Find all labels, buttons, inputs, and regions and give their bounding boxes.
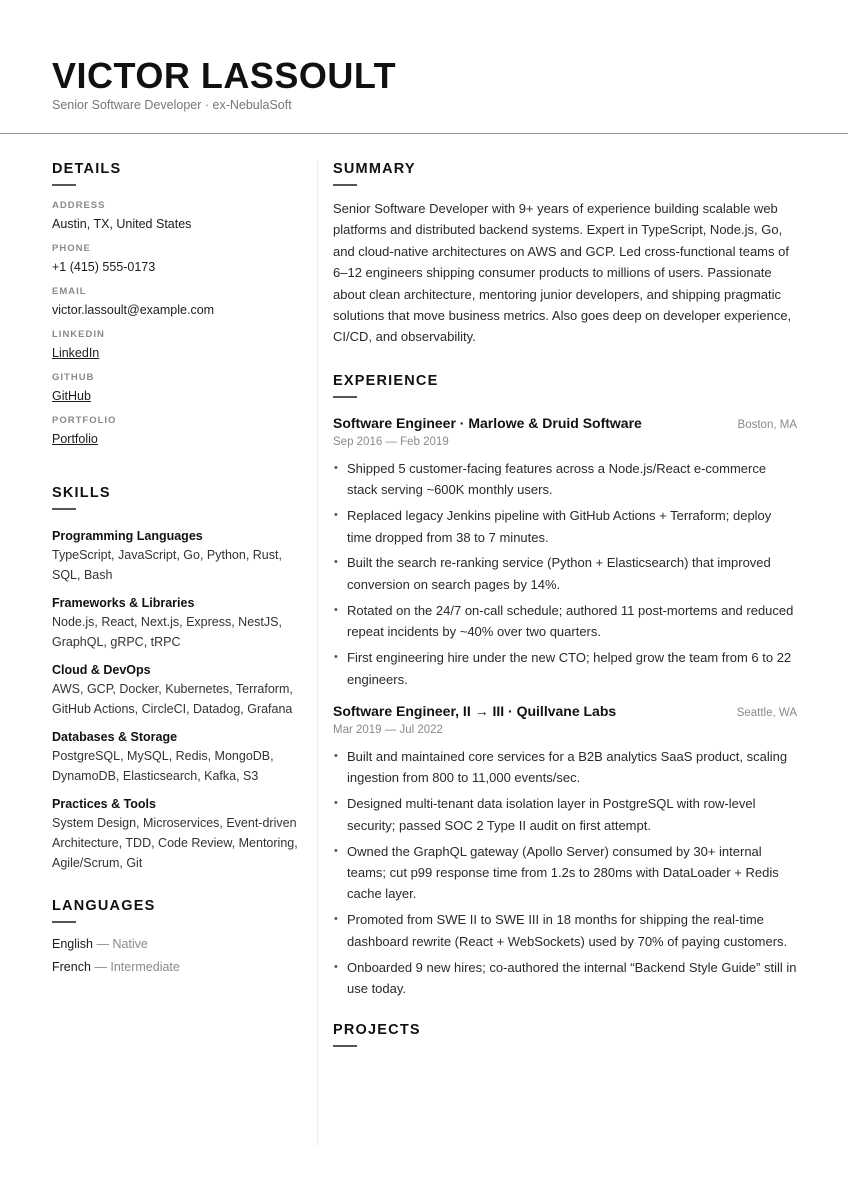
job-bullet: • Promoted from SWE II to SWE III in 18 months for shipping the real-time dashboard rewrite (React + WebSockets) used by 70% of paying customers. bbox=[333, 909, 797, 952]
linkedin-label: LINKEDIN bbox=[52, 329, 105, 340]
details-section bbox=[52, 160, 302, 448]
section-underline bbox=[52, 184, 76, 186]
skills-title: SKILLS bbox=[52, 485, 111, 501]
skill-group-items: AWS, GCP, Docker, Kubernetes, Terraform, GitHub Actions, CircleCI, Datadog, Grafana bbox=[52, 682, 293, 716]
detail-address bbox=[52, 200, 302, 233]
section-underline bbox=[52, 508, 76, 510]
projects-section bbox=[333, 1021, 797, 1047]
detail-linkedin bbox=[52, 329, 302, 362]
job-dates: Mar 2019 — Jul 2022 bbox=[333, 723, 443, 736]
job-dates: Sep 2016 — Feb 2019 bbox=[333, 435, 449, 448]
skill-group-items: PostgreSQL, MySQL, Redis, MongoDB, DynamoDB, Elasticsearch, Kafka, S3 bbox=[52, 749, 274, 783]
job-bullet: • Onboarded 9 new hires; co-authored the internal “Backend Style Guide” still in use today. bbox=[333, 957, 797, 1000]
job-bullets bbox=[333, 746, 797, 999]
right-column bbox=[333, 160, 797, 1047]
job-bullet: • Built and maintained core services for a B2B analytics SaaS product, scaling ingestion from 800 to 11,000 events/sec. bbox=[333, 746, 797, 789]
skills-section bbox=[52, 484, 302, 873]
detail-email bbox=[52, 286, 302, 319]
github-link[interactable]: GitHub bbox=[52, 389, 91, 403]
language-name: French bbox=[52, 960, 91, 974]
skill-group-name: Frameworks & Libraries bbox=[52, 596, 195, 610]
skill-group-name: Programming Languages bbox=[52, 529, 203, 543]
skill-group-name: Cloud & DevOps bbox=[52, 663, 151, 677]
skill-group bbox=[52, 528, 302, 585]
job-location: Boston, MA bbox=[737, 418, 797, 431]
skill-group bbox=[52, 796, 302, 873]
skill-group bbox=[52, 595, 302, 652]
experience-title: EXPERIENCE bbox=[333, 372, 439, 389]
phone-label: PHONE bbox=[52, 243, 91, 254]
language-level: Intermediate bbox=[110, 960, 180, 974]
email-value: victor.lassoult@example.com bbox=[52, 303, 215, 317]
skill-group-items: Node.js, React, Next.js, Express, NestJS, GraphQL, gRPC, tRPC bbox=[52, 615, 282, 649]
detail-portfolio bbox=[52, 415, 302, 448]
phone-value: +1 (415) 555-0173 bbox=[52, 260, 156, 274]
skill-group-name: Practices & Tools bbox=[52, 797, 156, 811]
column-divider bbox=[317, 160, 318, 1146]
summary-section bbox=[333, 160, 797, 348]
header-divider bbox=[0, 133, 848, 134]
job-entry bbox=[333, 702, 797, 999]
language-name: English bbox=[52, 937, 93, 951]
language-separator: — bbox=[90, 960, 111, 974]
portfolio-label: PORTFOLIO bbox=[52, 415, 117, 426]
languages-title: LANGUAGES bbox=[52, 898, 156, 914]
section-underline bbox=[52, 921, 76, 923]
summary-text: Senior Software Developer with 9+ years of experience building scalable web platforms and distributed backend systems. Expert in TypeScript, Node.js, Go, and cloud-native architectures on AWS and GCP. Led cross-functional teams of 6–12 engineers shipping consumer products to millions of users. Passionate about clean architecture, mentoring junior developers, and shipping pragmatic solutions that move business metrics. Also goes deep on developer experience, CI/CD, and observability. bbox=[333, 201, 792, 345]
language-item bbox=[52, 956, 302, 979]
section-underline bbox=[333, 1045, 357, 1047]
skill-group bbox=[52, 729, 302, 786]
detail-phone bbox=[52, 243, 302, 276]
portfolio-link[interactable]: Portfolio bbox=[52, 432, 98, 446]
experience-section bbox=[333, 372, 797, 1000]
address-value: Austin, TX, United States bbox=[52, 217, 192, 231]
left-column bbox=[52, 160, 302, 979]
languages-section bbox=[52, 897, 302, 979]
linkedin-link[interactable]: LinkedIn bbox=[52, 346, 100, 360]
language-level: Native bbox=[112, 937, 148, 951]
job-entry bbox=[333, 414, 797, 690]
language-item bbox=[52, 933, 302, 956]
skill-group-name: Databases & Storage bbox=[52, 730, 178, 744]
job-bullet: • Designed multi-tenant data isolation layer in PostgreSQL with row-level security; passed SOC 2 Type II audit on first attempt. bbox=[333, 793, 797, 836]
language-separator: — bbox=[93, 937, 113, 951]
candidate-name: VICTOR LASSOULT bbox=[52, 55, 397, 96]
address-label: ADDRESS bbox=[52, 200, 106, 211]
job-bullets bbox=[333, 458, 797, 690]
job-bullet: • Replaced legacy Jenkins pipeline with GitHub Actions + Terraform; deploy time dropped from 38 to 7 minutes. bbox=[333, 505, 797, 548]
job-bullet: • First engineering hire under the new CTO; helped grow the team from 6 to 22 engineers. bbox=[333, 647, 797, 690]
section-underline bbox=[333, 184, 357, 186]
job-bullet: • Rotated on the 24/7 on-call schedule; authored 11 post-mortems and reduced repeat incidents by ~40% over two quarters. bbox=[333, 600, 797, 643]
job-bullet: • Owned the GraphQL gateway (Apollo Server) consumed by 30+ internal teams; cut p99 response time from 1.2s to 280ms with DataLoader + Redis cache layer. bbox=[333, 841, 797, 905]
skill-group-items: TypeScript, JavaScript, Go, Python, Rust, SQL, Bash bbox=[52, 548, 282, 582]
details-title: DETAILS bbox=[52, 161, 122, 177]
github-label: GITHUB bbox=[52, 372, 95, 383]
skill-group bbox=[52, 662, 302, 719]
job-title: Software Engineer · Marlowe & Druid Software bbox=[333, 414, 642, 431]
email-label: EMAIL bbox=[52, 286, 87, 297]
job-bullet: • Shipped 5 customer-facing features across a Node.js/React e-commerce stack serving ~600K monthly users. bbox=[333, 458, 797, 501]
job-title: Software Engineer, II → III · Quillvane Labs bbox=[333, 702, 617, 719]
skill-group-items: System Design, Microservices, Event-driven Architecture, TDD, Code Review, Mentoring, Agile/Scrum, Git bbox=[52, 816, 298, 870]
candidate-tagline: Senior Software Developer · ex-NebulaSoft bbox=[52, 98, 292, 112]
section-underline bbox=[333, 396, 357, 398]
resume-header bbox=[52, 56, 796, 112]
job-location: Seattle, WA bbox=[736, 706, 797, 719]
detail-github bbox=[52, 372, 302, 405]
projects-title: PROJECTS bbox=[333, 1022, 421, 1039]
job-bullet: • Built the search re-ranking service (Python + Elasticsearch) that improved conversion on search pages by 14%. bbox=[333, 552, 797, 595]
summary-title: SUMMARY bbox=[333, 161, 416, 177]
